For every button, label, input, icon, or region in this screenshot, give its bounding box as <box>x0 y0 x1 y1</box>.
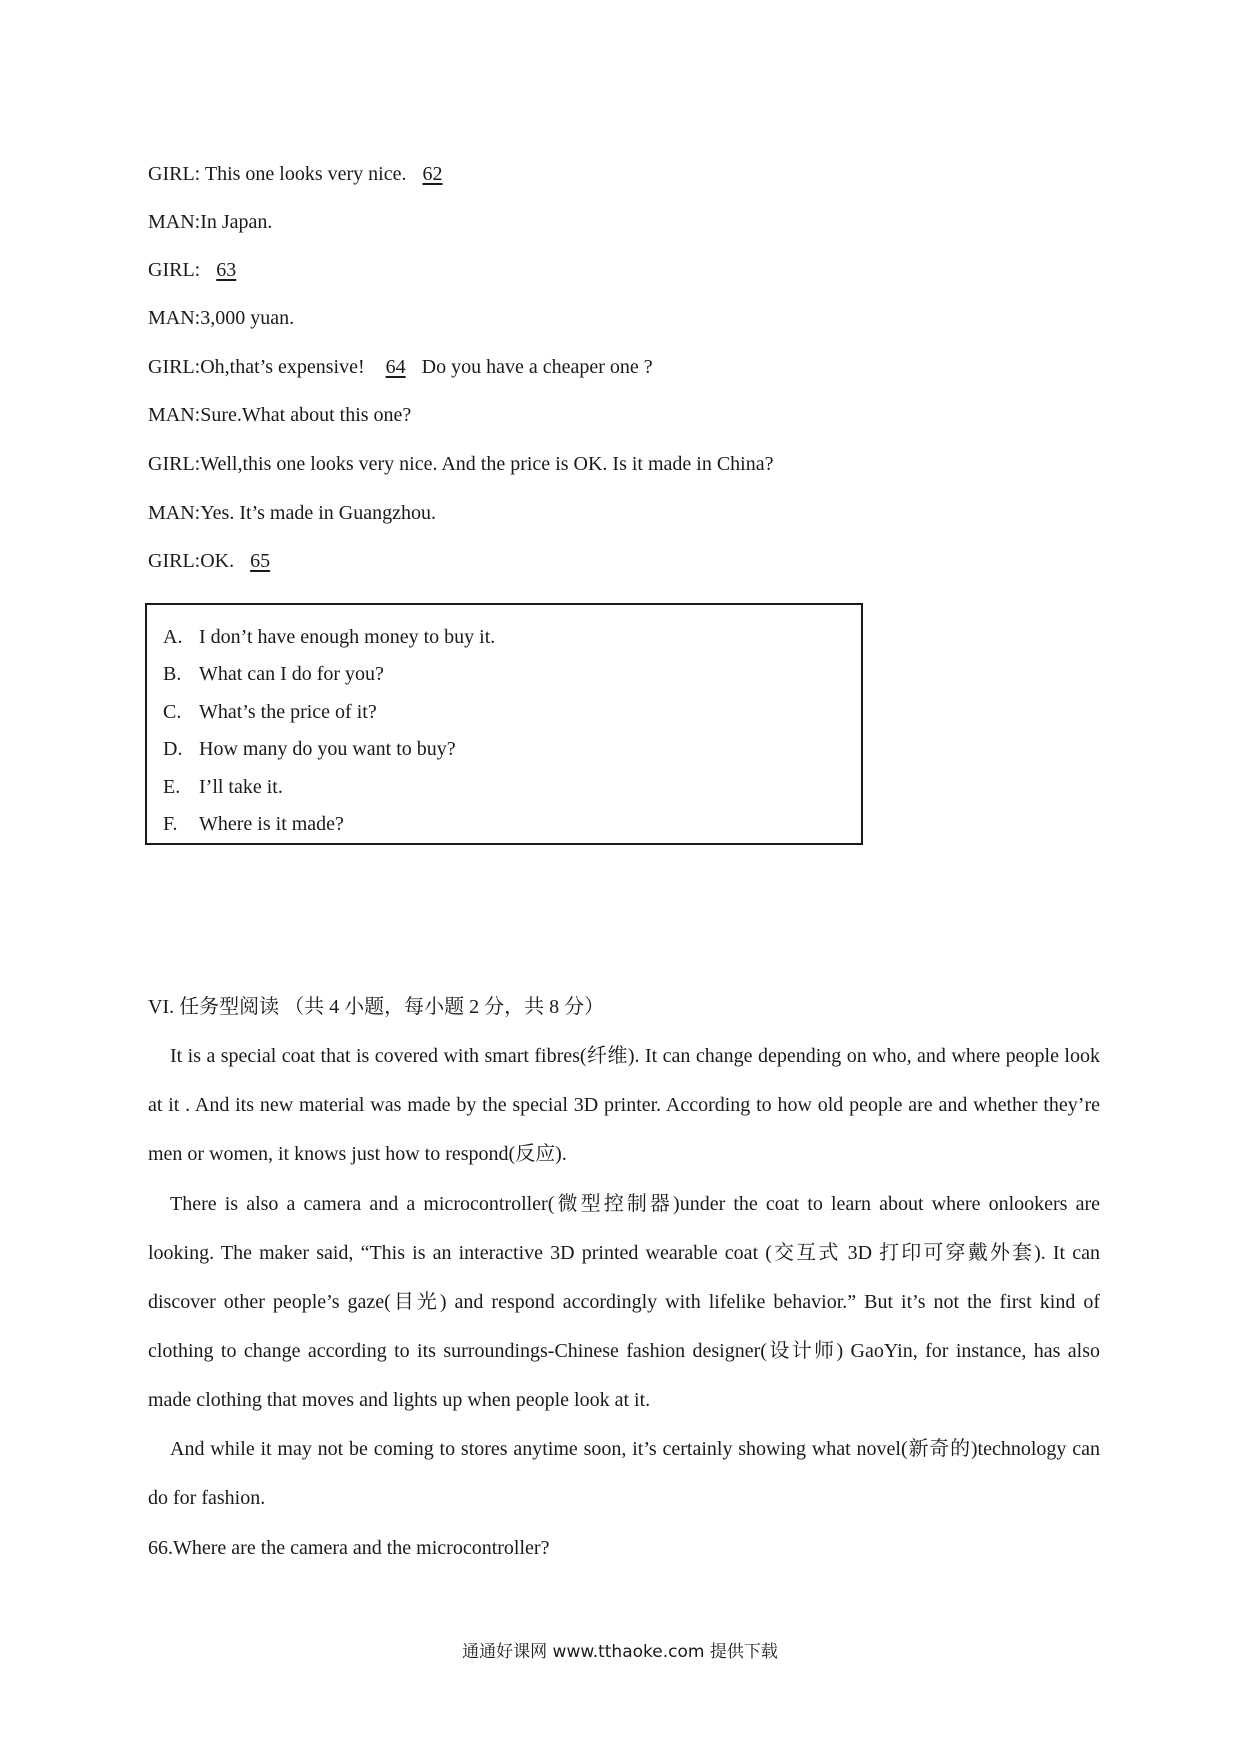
option-item <box>163 700 377 724</box>
option-item <box>163 812 344 836</box>
passage-paragraph <box>148 1180 1100 1425</box>
option-text: How many do you want to buy? <box>199 738 456 760</box>
option-text: I’ll take it. <box>199 776 283 798</box>
dialogue-line <box>148 162 458 186</box>
paragraph-text: It is a special coat that is covered with smart fibres(纤维). It can change depending on who, and where people look at it . And its new material was made by the special 3D printer. According to how old people are and whether they’re men or women, it knows just how to respond(反应). <box>148 1045 1100 1165</box>
answer-blank: 62 <box>422 163 443 185</box>
dialogue-text: GIRL:OK. <box>148 550 235 572</box>
option-item <box>163 737 456 761</box>
dialogue-line <box>148 501 436 525</box>
passage-paragraph <box>148 1425 1100 1523</box>
passage-paragraph <box>148 1032 1100 1179</box>
option-letter: F. <box>163 813 178 835</box>
option-text: Where is it made? <box>199 813 344 835</box>
dialogue-text: MAN:Yes. It’s made in Guangzhou. <box>148 502 436 524</box>
dialogue-line <box>148 210 272 234</box>
dialogue-line <box>148 258 252 282</box>
option-letter: A. <box>163 626 183 648</box>
page-footer: 通通好课网 www.tthaoke.com 提供下载 <box>462 1642 778 1662</box>
dialogue-text: GIRL:Oh,that’s expensive! <box>148 356 370 378</box>
option-text: What can I do for you? <box>199 663 384 685</box>
paragraph-text: And while it may not be coming to stores anytime soon, it’s certainly showing what novel(新奇的)technology can do for fashion. <box>148 1438 1100 1509</box>
section-heading: VI. 任务型阅读 （共 4 小题，每小题 2 分，共 8 分） <box>148 996 605 1018</box>
options-box <box>145 603 863 845</box>
dialogue-text: GIRL:Well,this one looks very nice. And the price is OK. Is it made in China? <box>148 453 774 475</box>
dialogue-line <box>148 403 411 427</box>
dialogue-text: GIRL: <box>148 259 201 281</box>
question-66: 66.Where are the camera and the microcontroller? <box>148 1537 550 1559</box>
dialogue-text: MAN:In Japan. <box>148 211 273 233</box>
paragraph-text: There is also a camera and a microcontroller(微型控制器)under the coat to learn about where onlookers are looking. The maker said, “This is an interactive 3D printed wearable coat (交互式 3D 打印可穿戴外套). It can discover other people’s gaze(目光) and respond accordingly with lifelike behavior.” But it’s not the first kind of clothing to change according to its surroundings-Chinese fashion designer(设计师) GaoYin, for instance, has also made clothing that moves and lights up when people look at it. <box>148 1193 1100 1411</box>
option-item <box>163 662 384 686</box>
option-item <box>163 775 283 799</box>
option-text: I don’t have enough money to buy it. <box>199 626 496 648</box>
dialogue-line <box>148 452 774 476</box>
answer-blank: 64 <box>385 356 406 378</box>
answer-blank: 63 <box>216 259 237 281</box>
option-item <box>163 625 495 649</box>
answer-blank: 65 <box>250 550 271 572</box>
dialogue-text: MAN:Sure.What about this one? <box>148 404 412 426</box>
option-letter: E. <box>163 776 181 798</box>
option-letter: C. <box>163 701 182 723</box>
option-letter: D. <box>163 738 183 760</box>
option-text: What’s the price of it? <box>199 701 377 723</box>
dialogue-line <box>148 355 653 379</box>
dialogue-line <box>148 306 294 330</box>
dialogue-line <box>148 549 286 573</box>
dialogue-text: GIRL: This one looks very nice. <box>148 163 407 185</box>
dialogue-text: Do you have a cheaper one ? <box>421 356 653 378</box>
option-letter: B. <box>163 663 182 685</box>
dialogue-text: MAN:3,000 yuan. <box>148 307 295 329</box>
